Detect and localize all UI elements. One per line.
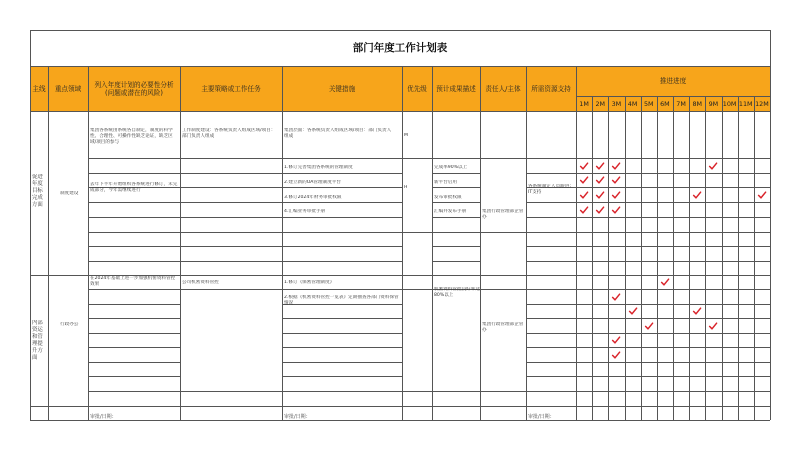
header-progress: 推进进度 (659, 77, 687, 85)
row-line-left (88, 391, 282, 392)
row-line-expected (432, 261, 480, 262)
month-label: 12M (755, 100, 769, 108)
row-line-owner (480, 158, 576, 159)
month-label: 11M (738, 100, 753, 108)
section1-focus: 制度建设 (60, 191, 79, 196)
row-line-expected (432, 158, 480, 159)
progress-check-icon (595, 205, 605, 215)
header-top-line (30, 66, 770, 67)
section1-measure-3: 3.修订2024年财务审批权限 (284, 195, 342, 200)
section2-owner: 集团行政管理部企管办 (482, 322, 524, 333)
row-line-strategy (180, 246, 282, 247)
month-column-line (705, 96, 706, 420)
column-line (88, 66, 89, 420)
row-line-problem (88, 217, 180, 218)
month-label: 9M (708, 100, 719, 108)
row-line-left (88, 232, 282, 233)
section2-strategy: 公司机密资料管控 (182, 280, 219, 285)
month-label: 6M (660, 100, 670, 108)
section1-expected-4: 汇编并发布手册 (434, 209, 467, 214)
row-line-strategy (180, 217, 282, 218)
column-line (402, 66, 403, 420)
month-label: 1M (579, 100, 589, 108)
page-title: 部门年度工作计划表 (352, 42, 448, 54)
month-label: 4M (627, 100, 638, 108)
row-line-mid (402, 391, 526, 392)
progress-check-icon (579, 161, 589, 171)
header-measures: 关键措施 (328, 84, 356, 93)
progress-check-icon (757, 190, 767, 200)
row-line-problem (88, 347, 180, 348)
header-expected: 预计成果描述 (436, 84, 476, 93)
section1-resources: 各系统制定人员跟进；IT支持 (528, 184, 574, 195)
row-line-left (88, 158, 282, 159)
progress-check-icon (595, 161, 605, 171)
row-line-measures (282, 318, 402, 319)
progress-check-icon (628, 306, 638, 316)
section1-measure-4: 4.汇编业务审批手册 (284, 209, 326, 214)
row-line (30, 420, 770, 421)
row-line-problem (88, 362, 180, 363)
column-line (282, 66, 283, 420)
section1-expected-2: 新平台启用 (434, 180, 457, 185)
month-column-line (722, 96, 723, 420)
progress-check-icon (595, 190, 605, 200)
column-line (180, 66, 181, 420)
row-line-resources (526, 173, 576, 174)
section1-expected-3: 发布审批权限 (434, 195, 462, 200)
month-column-line (689, 96, 690, 420)
progress-check-icon (692, 306, 702, 316)
column-line (48, 66, 49, 420)
month-column-line (738, 96, 739, 420)
row-line-owner (480, 232, 576, 233)
section2-expected: 机密资料管控良好率达80%以上 (434, 287, 480, 298)
section2-problem: 在2024年基础上进一步加强机密资料管控效果 (90, 276, 176, 287)
approval-sign-2: 审批/日期： (284, 414, 311, 420)
row-line-resources (526, 217, 576, 218)
row-line-problem (88, 333, 180, 334)
month-label: 10M (722, 100, 737, 108)
progress-check-icon (611, 335, 621, 345)
month-label: 7M (676, 100, 686, 108)
header-owner: 责任人/主体 (485, 84, 521, 93)
row-line-measures (282, 333, 402, 334)
section1-strategy: 工作制度建设：各系统负责人组成区域/项目：部门负责人组成 (182, 128, 276, 139)
row-line-measures (282, 187, 402, 188)
row-line-resources (526, 391, 576, 392)
column-line (480, 66, 481, 420)
row-line-problem (88, 202, 180, 203)
progress-check-icon (611, 190, 621, 200)
header-bottom-line (30, 111, 770, 112)
row-line-resources (526, 362, 576, 363)
row-line-problem (88, 376, 180, 377)
row-line-resources (526, 261, 576, 262)
month-column-line (592, 96, 593, 420)
month-column-line (608, 96, 609, 420)
header-strategy: 主要策略或工作任务 (201, 84, 261, 93)
section1-problem-mid: 去年下半年开始组织各系统进行修订，未完成部分，今年需继续进行 (90, 182, 178, 193)
progress-check-icon (595, 175, 605, 185)
progress-check-icon (611, 350, 621, 360)
section1-measure-2: 2.建立新的OA管理制度平台 (284, 180, 341, 185)
progress-check-icon (611, 161, 621, 171)
section1-priority-top: M (404, 133, 408, 138)
row-line-priority (402, 158, 432, 159)
section2-measure-2: 2.根据《机密资料管控一览表》定期抽查各部门资料保管情况 (284, 295, 399, 306)
row-line-problem (88, 304, 180, 305)
section1-measure-1: 1.修订完善集团各系统的管理制度 (284, 165, 353, 170)
row-line-strategy (180, 173, 282, 174)
progress-check-icon (579, 205, 589, 215)
month-column-line (657, 96, 658, 420)
section1-priority-mid: H (404, 185, 408, 190)
header-resources: 所需资源支持 (531, 84, 571, 93)
row-line-expected (432, 246, 480, 247)
month-column-line (673, 96, 674, 420)
month-label: 2M (595, 100, 606, 108)
progress-check-icon (708, 321, 718, 331)
row-line-measures (282, 362, 402, 363)
row-line-measures (282, 173, 402, 174)
section2-measure-1: 1.修订《保密管理制度》 (284, 280, 335, 285)
row-line-priority (402, 232, 432, 233)
section2-focus: 行政办公 (60, 322, 79, 327)
header-focus: 重点领域 (54, 84, 82, 93)
progress-check-icon (579, 190, 589, 200)
row-line-measures (282, 158, 402, 159)
row-line (30, 406, 770, 407)
column-line (526, 66, 527, 420)
progress-check-icon (692, 190, 702, 200)
section1-expected-1: 完成率90%以上 (434, 165, 468, 170)
row-line-resources (526, 246, 576, 247)
column-line (432, 66, 433, 420)
row-line-problem (88, 173, 180, 174)
month-column-line (625, 96, 626, 420)
header-problem-line2: (问题或潜在的风险) (105, 88, 163, 97)
section1-problem-top: 集团各系统由系统各自制定，制度的科学性、合理性、可操作性缺乏论证，缺乏区域/项目的参与 (90, 128, 173, 145)
section2-main: 内部资运和管理提升方面 (32, 320, 43, 361)
approval-sign-1: 审批/日期： (90, 414, 117, 420)
month-column-line (754, 96, 755, 420)
row-line-measures (282, 347, 402, 348)
month-label: 8M (692, 100, 703, 108)
month-column-line (641, 96, 642, 420)
section1-main: 促进年度目标完成方面 (32, 174, 43, 208)
column-line (576, 66, 577, 420)
progress-check-icon (611, 205, 621, 215)
row-line-resources (526, 318, 576, 319)
row-line-measures (282, 391, 402, 392)
frame-left-line (30, 30, 31, 420)
row-line-resources (526, 202, 576, 203)
row-line-measures (282, 232, 402, 233)
header-priority: 优先级 (407, 84, 427, 93)
row-line-expected (432, 202, 480, 203)
month-label: 3M (611, 100, 622, 108)
frame-top-line (30, 30, 770, 31)
row-line-measures (282, 217, 402, 218)
progress-check-icon (644, 321, 654, 331)
frame-right-line (770, 30, 771, 420)
header-problem-line1: 列入年度计划的必要性分析 (94, 80, 174, 89)
row-line-measures (282, 261, 402, 262)
row-line-expected (432, 173, 480, 174)
row-line-strategy (180, 202, 282, 203)
section1-measure-top: 集团层面：各系统负责人组成区域/项目：部门负责人组成 (284, 128, 392, 139)
row-line-problem (88, 246, 180, 247)
row-line-problem (88, 318, 180, 319)
row-line-measures (282, 289, 402, 290)
row-line-measures (282, 246, 402, 247)
approval-sign-3: 审批/日期： (528, 414, 555, 420)
progress-check-icon (611, 175, 621, 185)
section1-owner: 集团行政管理部企管办 (482, 209, 524, 220)
header-problem (88, 66, 180, 111)
row-line-resources (526, 289, 576, 290)
header-main: 主线 (32, 84, 46, 93)
row-line-measures (282, 202, 402, 203)
progress-check-icon (708, 161, 718, 171)
progress-check-icon (579, 175, 589, 185)
row-line-strategy (180, 261, 282, 262)
row-line-expected (432, 187, 480, 188)
row-line-resources (526, 304, 576, 305)
month-label: 5M (643, 100, 654, 108)
row-line-resources (526, 333, 576, 334)
row-line-resources (526, 347, 576, 348)
row-line-expected (432, 217, 480, 218)
row-line-resources (526, 376, 576, 377)
row-line-measures (282, 376, 402, 377)
row-line-problem (88, 261, 180, 262)
row-line-expected (432, 232, 480, 233)
progress-check-icon (611, 292, 621, 302)
progress-check-icon (660, 277, 670, 287)
row-line-strategy (180, 187, 282, 188)
